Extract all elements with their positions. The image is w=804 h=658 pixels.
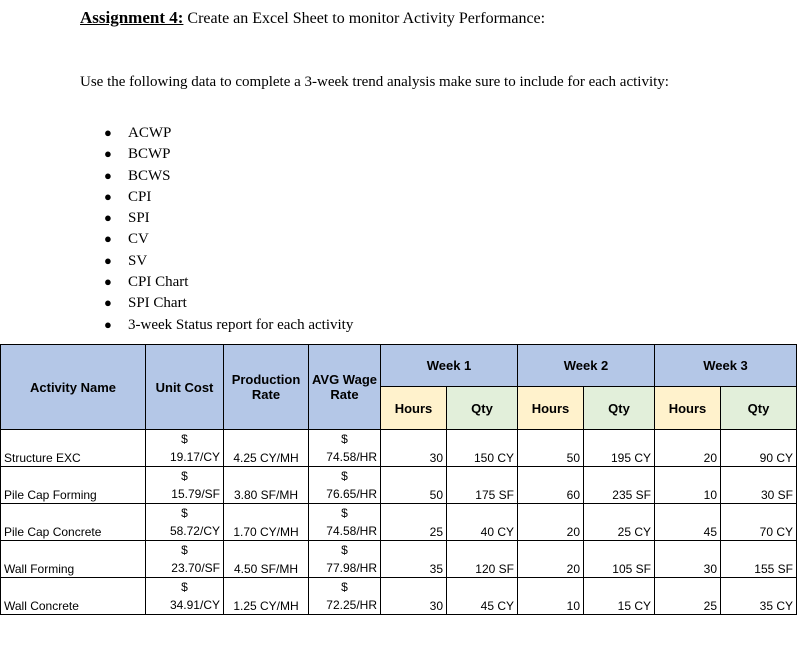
wage-rate-cell: $ 77.98/HR xyxy=(309,541,381,578)
list-item: ● 3-week Status report for each activity xyxy=(104,314,353,335)
week2-hours-cell: 20 xyxy=(518,504,584,541)
week3-hours-cell: 25 xyxy=(655,578,721,615)
week3-hours-cell: 45 xyxy=(655,504,721,541)
week1-hours-cell: 30 xyxy=(381,578,447,615)
bullet-icon: ● xyxy=(104,146,112,162)
week3-qty-cell: 90 CY xyxy=(721,430,797,467)
week2-qty-cell: 25 CY xyxy=(584,504,655,541)
bullet-icon: ● xyxy=(104,252,112,268)
wage-rate-cell: $ 76.65/HR xyxy=(309,467,381,504)
header-activity-name: Activity Name xyxy=(1,345,146,430)
table-row xyxy=(1,430,797,467)
production-rate-cell: 4.25 CY/MH xyxy=(224,430,309,467)
week1-qty-cell: 120 SF xyxy=(447,541,518,578)
week2-hours-cell: 60 xyxy=(518,467,584,504)
requirements-list xyxy=(104,122,353,335)
list-item: ● ACWP xyxy=(104,122,353,143)
week3-qty-cell: 70 CY xyxy=(721,504,797,541)
bullet-icon: ● xyxy=(104,274,112,290)
header-week2-qty: Qty xyxy=(584,387,655,430)
list-item: ● CPI xyxy=(104,186,353,207)
list-item: ● SPI xyxy=(104,207,353,228)
production-rate-cell: 1.25 CY/MH xyxy=(224,578,309,615)
bullet-icon: ● xyxy=(104,316,112,332)
header-week3-qty: Qty xyxy=(721,387,797,430)
unit-cost-cell: $ 19.17/CY xyxy=(146,430,224,467)
wage-rate-cell: $ 72.25/HR xyxy=(309,578,381,615)
header-production-rate: Production Rate xyxy=(224,345,309,430)
activity-name-cell: Pile Cap Forming xyxy=(1,467,146,504)
unit-cost-cell: $ 15.79/SF xyxy=(146,467,224,504)
header-week1-qty: Qty xyxy=(447,387,518,430)
table-row xyxy=(1,578,797,615)
activity-data-table xyxy=(0,344,797,615)
production-rate-cell: 3.80 SF/MH xyxy=(224,467,309,504)
week3-qty-cell: 30 SF xyxy=(721,467,797,504)
week2-qty-cell: 15 CY xyxy=(584,578,655,615)
assignment-label: Assignment 4: xyxy=(80,8,184,27)
header-week3-hours: Hours xyxy=(655,387,721,430)
bullet-icon: ● xyxy=(104,125,112,140)
week3-hours-cell: 30 xyxy=(655,541,721,578)
week3-qty-cell: 35 CY xyxy=(721,578,797,615)
header-week-1: Week 1 xyxy=(381,345,518,387)
wage-rate-cell: $ 74.58/HR xyxy=(309,504,381,541)
list-item: ● BCWP xyxy=(104,143,353,164)
list-item: ● BCWS xyxy=(104,165,353,186)
activity-name-cell: Wall Forming xyxy=(1,541,146,578)
week1-hours-cell: 50 xyxy=(381,467,447,504)
header-week-2: Week 2 xyxy=(518,345,655,387)
bullet-icon: ● xyxy=(104,210,112,226)
unit-cost-cell: $ 23.70/SF xyxy=(146,541,224,578)
assignment-title xyxy=(80,8,545,28)
bullet-icon: ● xyxy=(104,167,112,183)
week1-qty-cell: 150 CY xyxy=(447,430,518,467)
list-item: ● SV xyxy=(104,250,353,271)
unit-cost-cell: $ 58.72/CY xyxy=(146,504,224,541)
week2-qty-cell: 195 CY xyxy=(584,430,655,467)
production-rate-cell: 4.50 SF/MH xyxy=(224,541,309,578)
week2-hours-cell: 50 xyxy=(518,430,584,467)
header-wage-rate: AVG Wage Rate xyxy=(309,345,381,430)
week1-qty-cell: 45 CY xyxy=(447,578,518,615)
table-row xyxy=(1,541,797,578)
activity-name-cell: Pile Cap Concrete xyxy=(1,504,146,541)
table-row xyxy=(1,504,797,541)
unit-cost-cell: $ 34.91/CY xyxy=(146,578,224,615)
week1-hours-cell: 35 xyxy=(381,541,447,578)
list-item: ● SPI Chart xyxy=(104,292,353,313)
table-row xyxy=(1,467,797,504)
week3-hours-cell: 20 xyxy=(655,430,721,467)
week3-hours-cell: 10 xyxy=(655,467,721,504)
week2-qty-cell: 235 SF xyxy=(584,467,655,504)
activity-name-cell: Structure EXC xyxy=(1,430,146,467)
week1-qty-cell: 175 SF xyxy=(447,467,518,504)
week1-qty-cell: 40 CY xyxy=(447,504,518,541)
week2-hours-cell: 20 xyxy=(518,541,584,578)
list-item: ● CPI Chart xyxy=(104,271,353,292)
week2-qty-cell: 105 SF xyxy=(584,541,655,578)
list-item: ● CV xyxy=(104,228,353,249)
bullet-icon: ● xyxy=(104,295,112,311)
week1-hours-cell: 30 xyxy=(381,430,447,467)
intro-paragraph: Use the following data to complete a 3-week trend analysis make sure to include for each activity: xyxy=(80,74,669,90)
header-unit-cost: Unit Cost xyxy=(146,345,224,430)
production-rate-cell: 1.70 CY/MH xyxy=(224,504,309,541)
week2-hours-cell: 10 xyxy=(518,578,584,615)
header-week-3: Week 3 xyxy=(655,345,797,387)
assignment-text: Create an Excel Sheet to monitor Activity Performance: xyxy=(183,10,546,27)
activity-name-cell: Wall Concrete xyxy=(1,578,146,615)
week3-qty-cell: 155 SF xyxy=(721,541,797,578)
wage-rate-cell: $ 74.58/HR xyxy=(309,430,381,467)
header-week1-hours: Hours xyxy=(381,387,447,430)
header-week2-hours: Hours xyxy=(518,387,584,430)
week1-hours-cell: 25 xyxy=(381,504,447,541)
bullet-icon: ● xyxy=(104,231,112,247)
bullet-icon: ● xyxy=(104,188,112,204)
